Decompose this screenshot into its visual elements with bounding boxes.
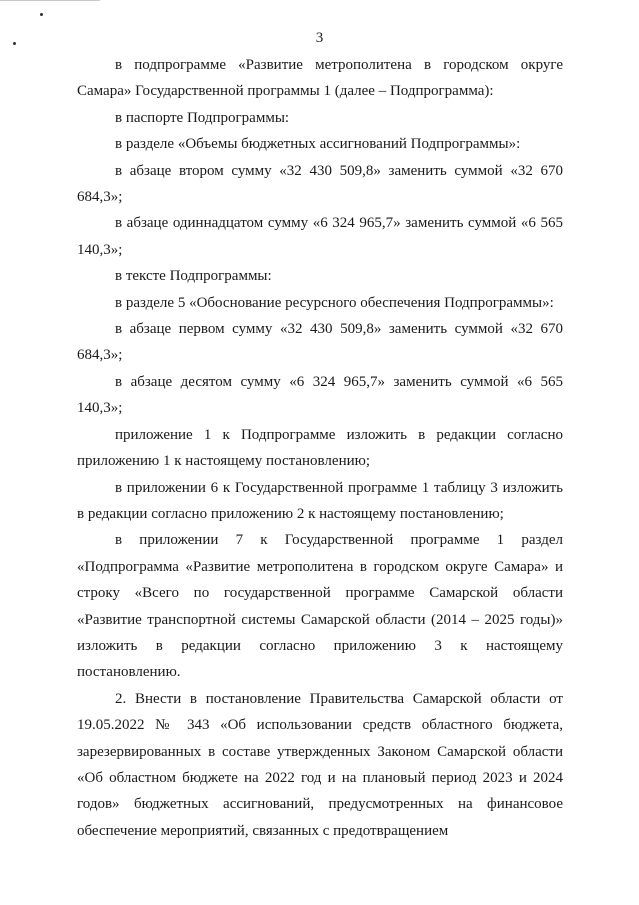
paragraph: в абзаце втором сумму «32 430 509,8» заменить суммой «32 670 684,3»;	[77, 162, 563, 206]
paragraph: в абзаце первом сумму «32 430 509,8» заменить суммой «32 670 684,3»;	[77, 321, 563, 364]
paragraph: в абзаце десятом сумму «6 324 965,7» заменить суммой «6 565 140,3»;	[77, 373, 563, 417]
paragraph: приложение 1 к Подпрограмме изложить в редакции согласно приложению 1 к настоящему постановлению;	[77, 426, 563, 470]
paragraph: в разделе «Объемы бюджетных ассигнований Подпрограммы»:	[115, 136, 521, 153]
scan-edge-line	[0, 0, 100, 1]
paragraph: в приложении 7 к Государственной программе 1 раздел «Подпрограмма «Развитие метрополитена в городском округе Самара» и строку «Всего по государственной программе Самарской области «Развитие транспортной системы Самарской области (2014 – 2025 годы)» изложить в редакции согласно приложению 3 к настоящему постановлению.	[77, 532, 563, 681]
paragraph: в разделе 5 «Обоснование ресурсного обеспечения Подпрограммы»:	[115, 294, 554, 311]
document-body	[77, 52, 563, 844]
paragraph: 2. Внести в постановление Правительства Самарской области от 19.05.2022 № 343 «Об использовании средств областного бюджета, зарезервированных в составе утвержденных Законом Самарской области «Об областном бюджете на 2022 год и на плановый период 2023 и 2024 годов» бюджетных ассигнований, предусмотренных на финансовое обеспечение мероприятий, связанных с предотвращением	[77, 690, 563, 839]
paragraph: в подпрограмме «Развитие метрополитена в городском округе Самара» Государственной программы 1 (далее – Подпрограмма):	[77, 57, 563, 100]
scan-speck	[40, 13, 43, 16]
paragraph: в приложении 6 к Государственной программе 1 таблицу 3 изложить в редакции согласно приложению 2 к настоящему постановлению;	[77, 479, 563, 522]
paragraph: в паспорте Подпрограммы:	[115, 109, 290, 126]
paragraph: в тексте Подпрограммы:	[115, 268, 272, 285]
page-number: 3	[315, 30, 324, 46]
paragraph: в абзаце одиннадцатом сумму «6 324 965,7» заменить суммой «6 565 140,3»;	[77, 215, 563, 258]
